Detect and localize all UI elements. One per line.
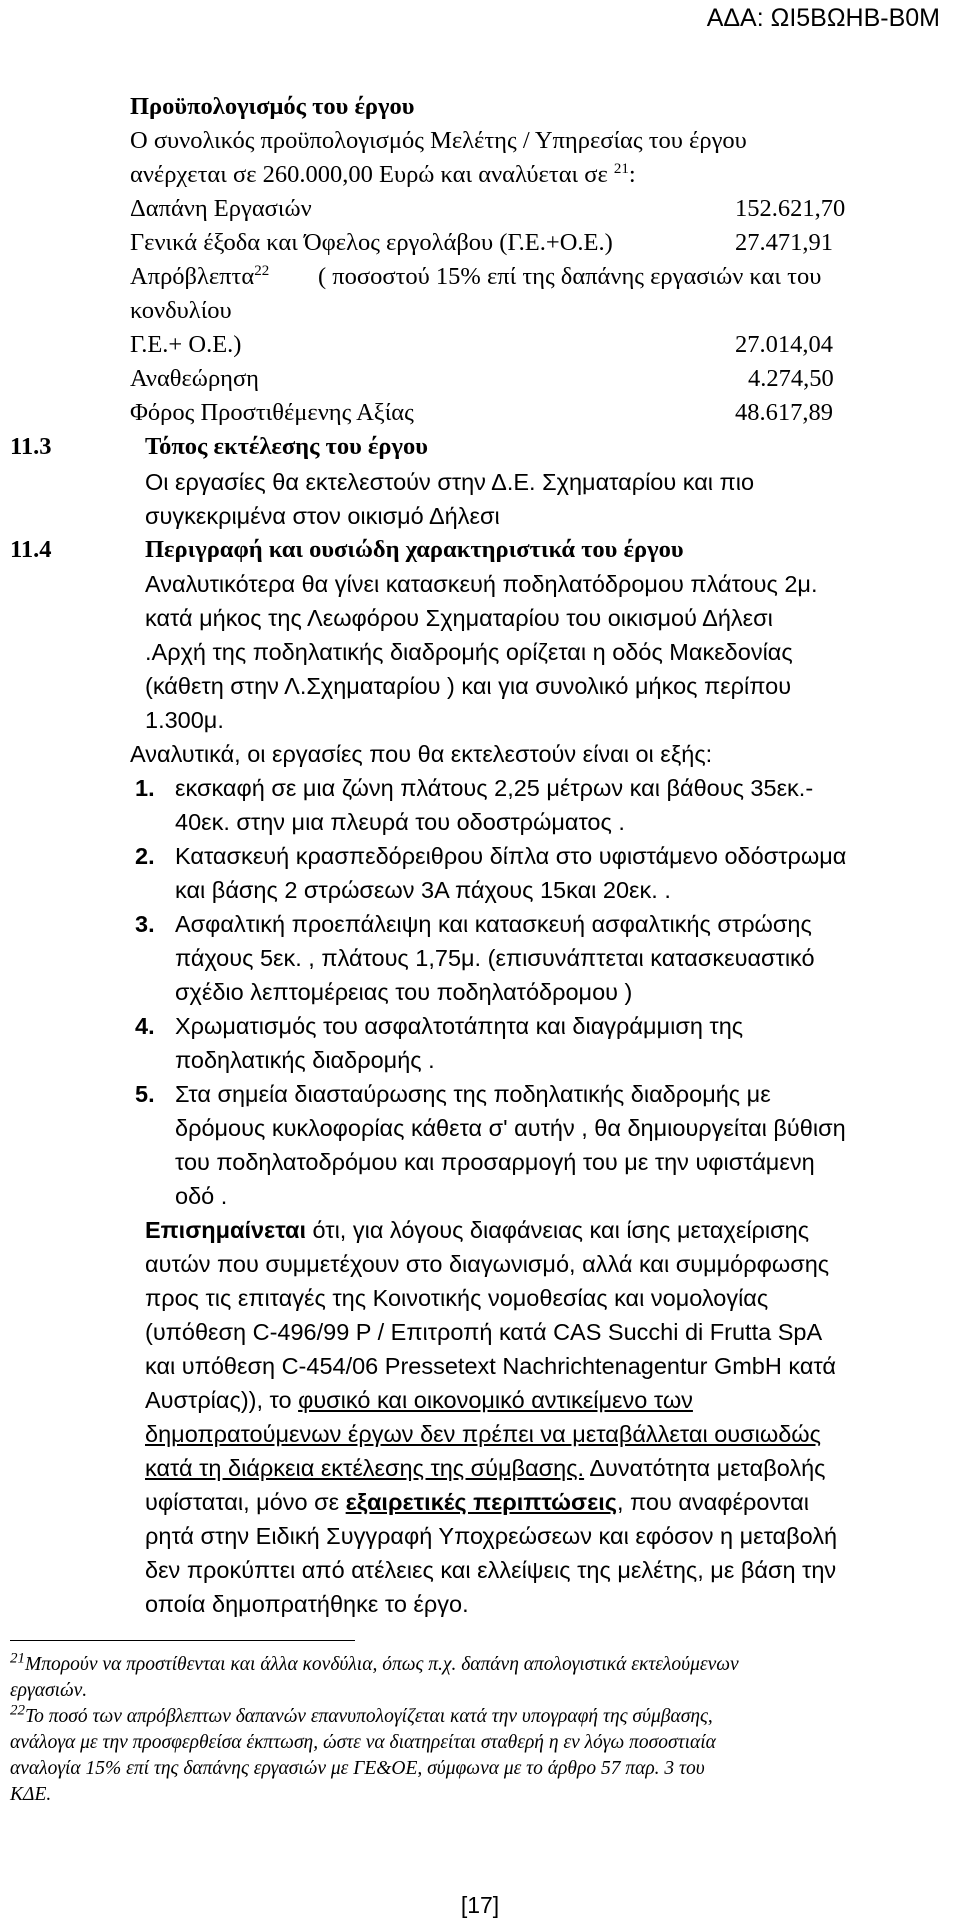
work-item-line: σχέδιο λεπτομέρειας του ποδηλατόδρομου ) — [175, 979, 633, 1005]
work-item-line: πάχους 5εκ. , πλάτους 1,75μ. (επισυνάπτεται κατασκευαστικό — [175, 945, 815, 971]
budget-row-value: 152.621,70 — [735, 195, 846, 222]
ada-code: ΑΔΑ: ΩΙ5ΒΩΗΒ-Β0Μ — [706, 4, 940, 32]
contingency-note-3: Γ.Ε.+ Ο.Ε.) — [130, 331, 242, 358]
work-item-number: 4. — [135, 1013, 155, 1039]
budget-row-value: 27.471,91 — [735, 229, 833, 256]
budget-row-label: Γενικά έξοδα και Όφελος εργολάβου (Γ.Ε.+Ο.Ε.) — [130, 229, 613, 256]
notice-line: ρητά στην Ειδική Συγγραφή Υποχρεώσεων και εφόσον η μεταβολή — [145, 1523, 838, 1549]
footnote-22-cont: ανάλογα με την προσφερθείσα έκπτωση, ώστε να διατηρείται σταθερή η εν λόγω ποσοστιαία — [10, 1732, 716, 1753]
contingency-note: ( ποσοστού 15% επί της δαπάνης εργασιών και του — [318, 263, 822, 290]
section-113-line: Οι εργασίες θα εκτελεστούν στην Δ.Ε. Σχηματαρίου και πιο — [145, 469, 755, 495]
notice-line: Επισημαίνεται ότι, για λόγους διαφάνειας και ίσης μεταχείρισης — [145, 1217, 810, 1243]
work-item-line: του ποδηλατοδρόμου και προσαρμογή του με την υφιστάμενη — [175, 1149, 815, 1175]
footnote-21-cont: εργασιών. — [10, 1680, 88, 1701]
section-114-title: Περιγραφή και ουσιώδη χαρακτηριστικά του έργου — [145, 536, 684, 563]
section-114-para-line: Αναλυτικότερα θα γίνει κατασκευή ποδηλατόδρομου πλάτους 2μ. — [145, 571, 818, 597]
footnote-21: $^{21}$Μπορούν να προστίθενται και άλλα κονδύλια, όπως π.χ. δαπάνη απολογιστικά εκτελούμενων — [10, 1650, 739, 1675]
notice-line: οποία δημοπρατήθηκε το έργο. — [145, 1591, 469, 1617]
notice-line: κατά τη διάρκεια εκτέλεσης της σύμβασης. Δυνατότητα μεταβολής — [145, 1455, 826, 1481]
footnote-rule — [10, 1640, 355, 1641]
notice-line: δεν προκύπτει από ατέλειες και ελλείψεις της μελέτης, με βάση την — [145, 1557, 837, 1583]
section-114-para-line: κατά μήκος της Λεωφόρου Σχηματαρίου του οικισμού Δήλεσι — [145, 605, 773, 631]
work-item-line: Χρωματισμός του ασφαλτοτάπητα και διαγράμμιση της — [175, 1013, 744, 1039]
section-113-line: συγκεκριμένα στον οικισμό Δήλεσι — [145, 503, 500, 529]
contingency-note-2: κονδυλίου — [130, 297, 232, 324]
notice-line: και υπόθεση C-454/06 Pressetext Nachrichtenagentur GmbH κατά — [145, 1353, 836, 1379]
vat-label: Φόρος Προστιθέμενης Αξίας — [130, 399, 414, 426]
work-item-line: ποδηλατικής διαδρομής . — [175, 1047, 435, 1073]
section-114-para-line: .Αρχή της ποδηλατικής διαδρομής ορίζεται η οδός Μακεδονίας — [145, 639, 793, 665]
work-item-line: εκσκαφή σε μια ζώνη πλάτους 2,25 μέτρων και βάθους 35εκ.- — [175, 775, 814, 801]
work-item-line: οδό . — [175, 1183, 228, 1209]
budget-line-1: Ο συνολικός προϋπολογισμός Μελέτης / Υπηρεσίας του έργου — [130, 127, 747, 154]
notice-line: υφίσταται, μόνο σε εξαιρετικές περιπτώσεις, που αναφέρονται — [145, 1489, 809, 1515]
work-item-number: 1. — [135, 775, 155, 801]
footnote-22: $^{22}$Το ποσό των απρόβλεπτων δαπανών επανυπολογίζεται κατά την υπογραφή της σύμβασης, — [10, 1702, 713, 1727]
page-number: [17] — [460, 1892, 500, 1918]
contingency-label: Απρόβλεπτα$^{22}$ — [130, 262, 270, 290]
section-114-para-line: 1.300μ. — [145, 707, 224, 733]
work-item-line: 40εκ. στην μια πλευρά του οδοστρώματος . — [175, 809, 625, 835]
notice-line: δημοπρατούμενων έργων δεν πρέπει να μεταβάλλεται ουσιωδώς — [145, 1421, 821, 1447]
work-item-number: 2. — [135, 843, 155, 869]
work-item-number: 5. — [135, 1081, 155, 1107]
footnote-22-cont: ΚΔΕ. — [10, 1784, 52, 1805]
work-item-line: Στα σημεία διασταύρωσης της ποδηλατικής διαδρομής με — [175, 1081, 771, 1107]
notice-line: προς τις επιταγές της Κοινοτικής νομοθεσίας και νομολογίας — [145, 1285, 769, 1311]
vat-value: 48.617,89 — [735, 399, 833, 426]
revision-label: Αναθεώρηση — [130, 365, 259, 392]
budget-row-label: Δαπάνη Εργασιών — [130, 195, 312, 222]
work-item-line: Κατασκευή κρασπεδόρειθρου δίπλα στο υφιστάμενο οδόστρωμα — [175, 843, 847, 869]
work-item-number: 3. — [135, 911, 155, 937]
revision-value: 4.274,50 — [748, 365, 834, 392]
work-item-line: και βάσης 2 στρώσεων 3Α πάχους 15και 20εκ. . — [175, 877, 671, 903]
notice-line: αυτών που συμμετέχουν στο διαγωνισμό, αλλά και συμμόρφωσης — [145, 1251, 830, 1277]
footnote-22-cont: αναλογία 15% επί της δαπάνης εργασιών με ΓΕ&ΟΕ, σύμφωνα με το άρθρο 57 παρ. 3 του — [10, 1758, 705, 1779]
section-113-number: 11.3 — [10, 433, 52, 460]
contingency-value: 27.014,04 — [735, 331, 833, 358]
work-item-line: δρόμους κυκλοφορίας κάθετα σ' αυτήν , θα δημιουργείται βύθιση — [175, 1115, 846, 1141]
works-intro: Αναλυτικά, οι εργασίες που θα εκτελεστούν είναι οι εξής: — [130, 741, 713, 767]
notice-line: Αυστρίας)), το φυσικό και οικονομικό αντικείμενο των — [145, 1387, 693, 1413]
notice-line: (υπόθεση C-496/99 P / Επιτροπή κατά CAS Succhi di Frutta SpA — [145, 1319, 823, 1345]
budget-line-2: ανέρχεται σε 260.000,00 Ευρώ και αναλύεται σε $^{21}$: — [130, 160, 636, 188]
section-114-para-line: (κάθετη στην Λ.Σχηματαρίου ) και για συνολικό μήκος περίπου — [145, 673, 792, 699]
budget-heading: Προϋπολογισμός του έργου — [130, 93, 415, 120]
section-114-number: 11.4 — [10, 536, 52, 563]
section-113-title: Τόπος εκτέλεσης του έργου — [145, 433, 428, 460]
work-item-line: Ασφαλτική προεπάλειψη και κατασκευή ασφαλτικής στρώσης — [175, 911, 812, 937]
